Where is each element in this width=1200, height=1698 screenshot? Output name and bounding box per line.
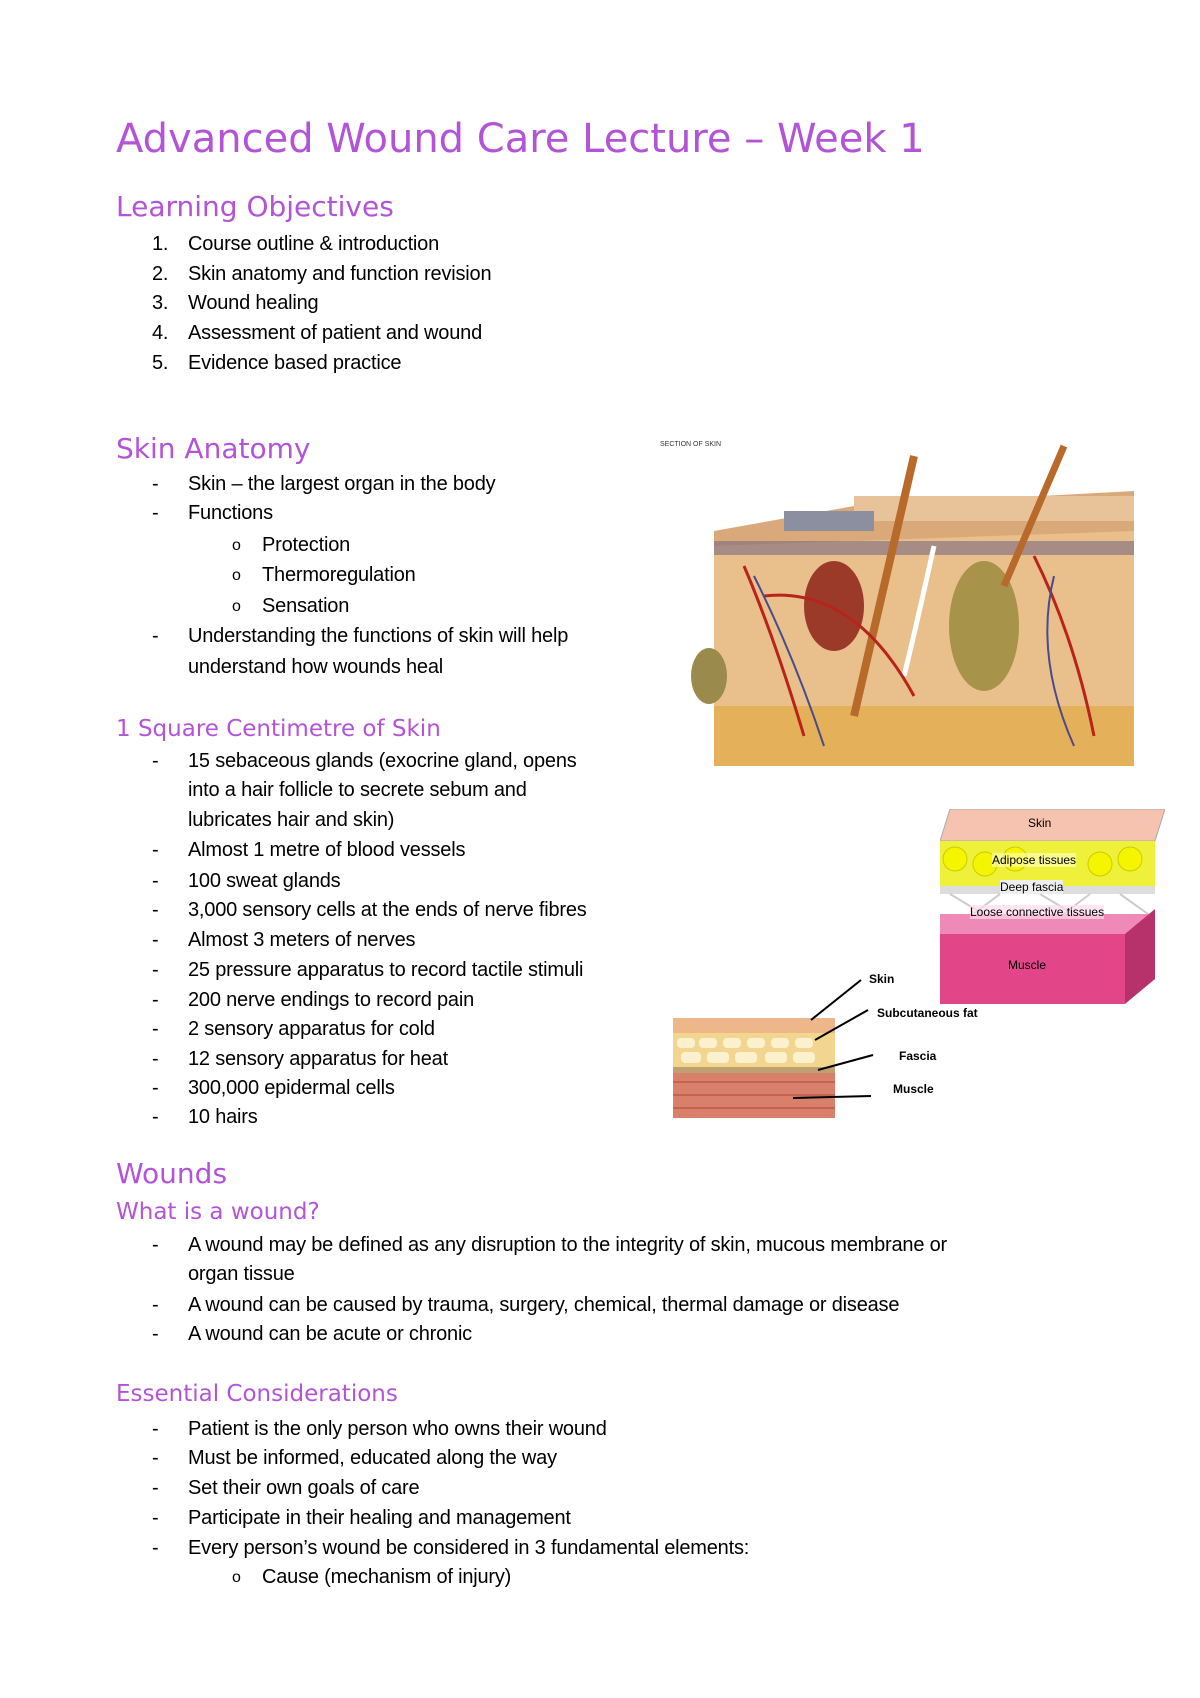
list-item-text: Skin – the largest organ in the body xyxy=(188,473,496,495)
list-item-text: 12 sensory apparatus for heat xyxy=(188,1048,448,1070)
list-number: 5. xyxy=(152,352,169,374)
bullet-circle: o xyxy=(232,598,241,615)
list-item-text: Skin anatomy and function revision xyxy=(188,263,492,285)
list-item xyxy=(152,1233,947,1257)
bullet-dash: - xyxy=(152,1418,159,1440)
sub-list-item xyxy=(232,533,351,557)
list-item-continuation: lubricates hair and skin) xyxy=(188,809,395,831)
list-item-text: Functions xyxy=(188,502,273,524)
list-item xyxy=(152,898,587,922)
list-item xyxy=(152,1047,448,1071)
list-item xyxy=(152,928,416,952)
list-item-text: 300,000 epidermal cells xyxy=(188,1077,395,1099)
list-item-continuation: organ tissue xyxy=(188,1263,295,1285)
list-item-text: Assessment of patient and wound xyxy=(188,322,482,344)
list-number: 1. xyxy=(152,233,169,255)
skin-layers-diagram xyxy=(673,970,1003,1120)
list-item xyxy=(152,749,577,773)
list-item-text: Participate in their healing and management xyxy=(188,1507,571,1529)
list-item-text: Almost 3 meters of nerves xyxy=(188,929,416,951)
bullet-dash: - xyxy=(152,1323,159,1345)
list-item xyxy=(152,1446,557,1470)
list-item xyxy=(152,1417,607,1441)
list-item xyxy=(152,1076,395,1100)
list-item-text: Cause (mechanism of injury) xyxy=(262,1566,512,1588)
list-number: 4. xyxy=(152,322,169,344)
list-item-text: 25 pressure apparatus to record tactile stimuli xyxy=(188,959,584,981)
list-item xyxy=(152,869,341,893)
bullet-dash: - xyxy=(152,1234,159,1256)
list-number: 2. xyxy=(152,263,169,285)
list-item-text: 100 sweat glands xyxy=(188,870,341,892)
sub-list-item xyxy=(232,1565,512,1589)
bullet-circle: o xyxy=(232,567,241,584)
list-item xyxy=(152,321,482,345)
list-item-text: 200 nerve endings to record pain xyxy=(188,989,475,1011)
layer-label-subcutaneous-fat: Subcutaneous fat xyxy=(877,1006,978,1020)
list-item xyxy=(152,838,466,862)
bullet-dash: - xyxy=(152,1537,159,1559)
block-label-skin: Skin xyxy=(1028,816,1052,830)
list-item xyxy=(152,351,402,375)
list-item-text: 10 hairs xyxy=(188,1106,258,1128)
list-item-text: A wound can be acute or chronic xyxy=(188,1323,472,1345)
bullet-dash: - xyxy=(152,502,159,524)
bullet-dash: - xyxy=(152,1447,159,1469)
bullet-dash: - xyxy=(152,1018,159,1040)
sub-list-item xyxy=(232,594,350,618)
list-item-text: Must be informed, educated along the way xyxy=(188,1447,557,1469)
bullet-dash: - xyxy=(152,1048,159,1070)
list-item-text: Understanding the functions of skin will help xyxy=(188,625,569,647)
bullet-dash: - xyxy=(152,1294,159,1316)
skin-anatomy-heading: Skin Anatomy xyxy=(116,432,311,465)
list-item-continuation: understand how wounds heal xyxy=(188,656,443,678)
list-item-text: Almost 1 metre of blood vessels xyxy=(188,839,466,861)
list-item-continuation: into a hair follicle to secrete sebum and xyxy=(188,779,527,801)
list-item xyxy=(152,1506,571,1530)
skin-layers-illustration xyxy=(673,970,1003,1120)
skin-section-image xyxy=(654,436,1197,788)
bullet-dash: - xyxy=(152,899,159,921)
layer-label-muscle: Muscle xyxy=(893,1082,934,1096)
bullet-dash: - xyxy=(152,989,159,1011)
photo-caption: SECTION OF SKIN xyxy=(660,441,722,448)
list-item xyxy=(152,1017,435,1041)
list-item-text: Course outline & introduction xyxy=(188,233,440,255)
bullet-circle: o xyxy=(232,1569,241,1586)
list-item-text: Thermoregulation xyxy=(262,564,416,586)
list-item xyxy=(152,1322,472,1346)
list-item-text: Wound healing xyxy=(188,292,319,314)
list-item xyxy=(152,501,273,525)
bullet-dash: - xyxy=(152,870,159,892)
list-item xyxy=(152,1476,420,1500)
block-label-muscle: Muscle xyxy=(1008,958,1047,972)
learning-objectives-heading: Learning Objectives xyxy=(116,190,394,223)
list-item xyxy=(152,232,440,256)
bullet-dash: - xyxy=(152,1077,159,1099)
list-item xyxy=(152,262,492,286)
list-item-text: 15 sebaceous glands (exocrine gland, opens xyxy=(188,750,577,772)
bullet-dash: - xyxy=(152,1507,159,1529)
list-item-text: Protection xyxy=(262,534,351,556)
list-item xyxy=(152,1536,750,1560)
square-cm-heading: 1 Square Centimetre of Skin xyxy=(116,716,441,742)
bullet-dash: - xyxy=(152,750,159,772)
bullet-dash: - xyxy=(152,839,159,861)
what-is-a-wound-heading: What is a wound? xyxy=(116,1199,320,1225)
bullet-dash: - xyxy=(152,473,159,495)
layer-label-skin: Skin xyxy=(869,972,895,986)
skin-section-illustration xyxy=(654,436,1197,788)
page-title: Advanced Wound Care Lecture – Week 1 xyxy=(116,116,925,162)
bullet-dash: - xyxy=(152,1106,159,1128)
bullet-circle: o xyxy=(232,537,241,554)
block-label-adipose: Adipose tissues xyxy=(992,853,1077,867)
list-item-text: A wound can be caused by trauma, surgery, chemical, thermal damage or disease xyxy=(188,1294,900,1316)
wounds-heading: Wounds xyxy=(116,1157,228,1190)
list-item xyxy=(152,624,569,648)
list-item-text: Set their own goals of care xyxy=(188,1477,420,1499)
list-item-text: Patient is the only person who owns their wound xyxy=(188,1418,607,1440)
bullet-dash: - xyxy=(152,959,159,981)
list-item-text: A wound may be defined as any disruption to the integrity of skin, mucous membrane or xyxy=(188,1234,947,1256)
list-item xyxy=(152,291,319,315)
sub-list-item xyxy=(232,563,416,587)
list-item xyxy=(152,472,496,496)
layer-label-fascia: Fascia xyxy=(899,1049,937,1063)
list-item-text: 2 sensory apparatus for cold xyxy=(188,1018,435,1040)
list-number: 3. xyxy=(152,292,169,314)
bullet-dash: - xyxy=(152,625,159,647)
bullet-dash: - xyxy=(152,929,159,951)
bullet-dash: - xyxy=(152,1477,159,1499)
essential-considerations-heading: Essential Considerations xyxy=(116,1381,398,1407)
list-item-text: Sensation xyxy=(262,595,350,617)
list-item xyxy=(152,988,475,1012)
list-item-text: Every person’s wound be considered in 3 fundamental elements: xyxy=(188,1537,750,1559)
block-label-deep-fascia: Deep fascia xyxy=(1000,880,1064,894)
list-item xyxy=(152,1105,258,1129)
list-item-text: Evidence based practice xyxy=(188,352,402,374)
list-item xyxy=(152,958,584,982)
block-label-loose-connective: Loose connective tissues xyxy=(970,905,1105,919)
list-item xyxy=(152,1293,900,1317)
list-item-text: 3,000 sensory cells at the ends of nerve fibres xyxy=(188,899,587,921)
